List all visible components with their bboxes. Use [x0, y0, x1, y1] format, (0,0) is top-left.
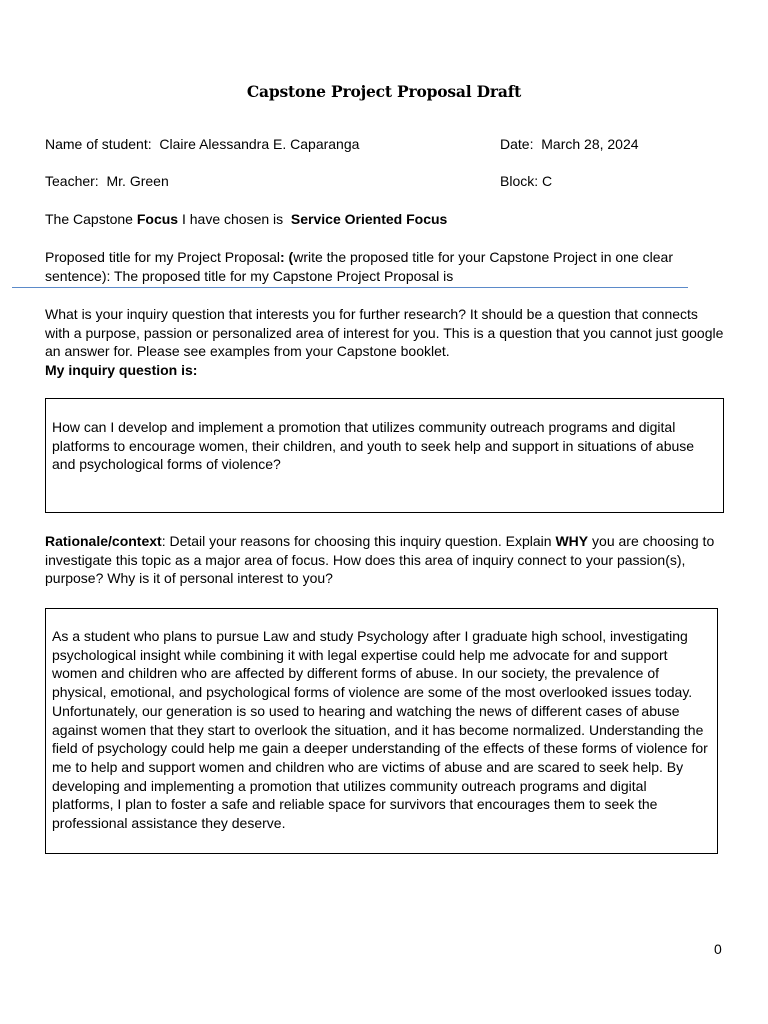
- date-label: Date:: [500, 136, 534, 152]
- block-label: Block:: [500, 173, 539, 189]
- inquiry-answer-text: How can I develop and implement a promotion that utilizes community outreach programs and digital platforms to encourage women, their children, and youth to seek help and support in situations of abuse and psychological forms of violence?: [52, 419, 695, 473]
- rationale-prompt-paragraph: [45, 532, 725, 588]
- rationale-prompt-part2: you are choosing to investigate this topic as a major area of focus. How does this area of inquiry connect to your passion(s), purpose? Why is it of personal interest to you?: [45, 533, 715, 587]
- student-name-value: Claire Alessandra E. Caparanga: [159, 136, 360, 152]
- rationale-prompt-part1: : Detail your reasons for choosing this inquiry question. Explain: [161, 533, 552, 549]
- student-name-label: Name of student:: [45, 136, 152, 152]
- rationale-label: Rationale/context: [45, 533, 162, 549]
- page-number: 0: [714, 941, 722, 957]
- proposed-title-paragraph: [45, 248, 725, 285]
- proposed-title-label: Proposed title for my Project Proposal: [45, 249, 280, 265]
- teacher-value: Mr. Green: [106, 173, 169, 189]
- block-row: [500, 173, 552, 189]
- teacher-label: Teacher:: [45, 173, 99, 189]
- date-value: March 28, 2024: [541, 136, 639, 152]
- inquiry-prompt-paragraph: [45, 305, 725, 380]
- rationale-answer-text: As a student who plans to pursue Law and study Psychology after I graduate high school, investigating psychological insight while combining it with legal expertise could help me advocate for and support women and children who are affected by different forms of abuse. In our society, the prevalence of physical, emotional, and psychological forms of violence are some of the most overlooked issues today. Unfortunately, our generation is so used to hearing and watching the news of different cases of abuse against women that they start to overlook the situation, and it has become normalized. Understanding the field of psychology could help me gain a deeper understanding of the effects of these forms of violence for me to help and support women and children who are victims of abuse and are scared to seek help. By developing and implementing a promotion that utilizes community outreach programs and digital platforms, I plan to foster a safe and reliable space for survivors that encourages them to seek the professional assistance they deserve.: [52, 628, 708, 832]
- title-underline: [12, 287, 688, 288]
- rationale-why: WHY: [555, 533, 589, 549]
- proposed-title-colon: : (: [280, 249, 294, 265]
- focus-row: [45, 211, 447, 227]
- date-row: [500, 136, 639, 152]
- proposed-title-instructions: write the proposed title for your Capstone Project in one clear sentence): The proposed title for my Capstone Project Proposal is: [45, 249, 673, 284]
- focus-prefix: The Capstone: [45, 211, 133, 227]
- inquiry-answer-box[interactable]: [45, 398, 724, 513]
- rationale-answer-box[interactable]: [45, 608, 718, 854]
- focus-middle: I have chosen is: [181, 211, 284, 227]
- block-value: C: [542, 173, 553, 189]
- teacher-row: [45, 173, 169, 189]
- focus-word: Focus: [136, 211, 179, 227]
- inquiry-prompt: What is your inquiry question that interests you for further research? It should be a question that connects with a purpose, passion or personalized area of interest for you. This is a question that you cannot just google an answer for. Please see examples from your Capstone booklet.: [45, 306, 724, 360]
- page-title: Capstone Project Proposal Draft: [246, 82, 522, 101]
- student-name-row: [45, 136, 359, 152]
- inquiry-label: My inquiry question is:: [45, 362, 198, 379]
- focus-value: Service Oriented Focus: [290, 211, 448, 227]
